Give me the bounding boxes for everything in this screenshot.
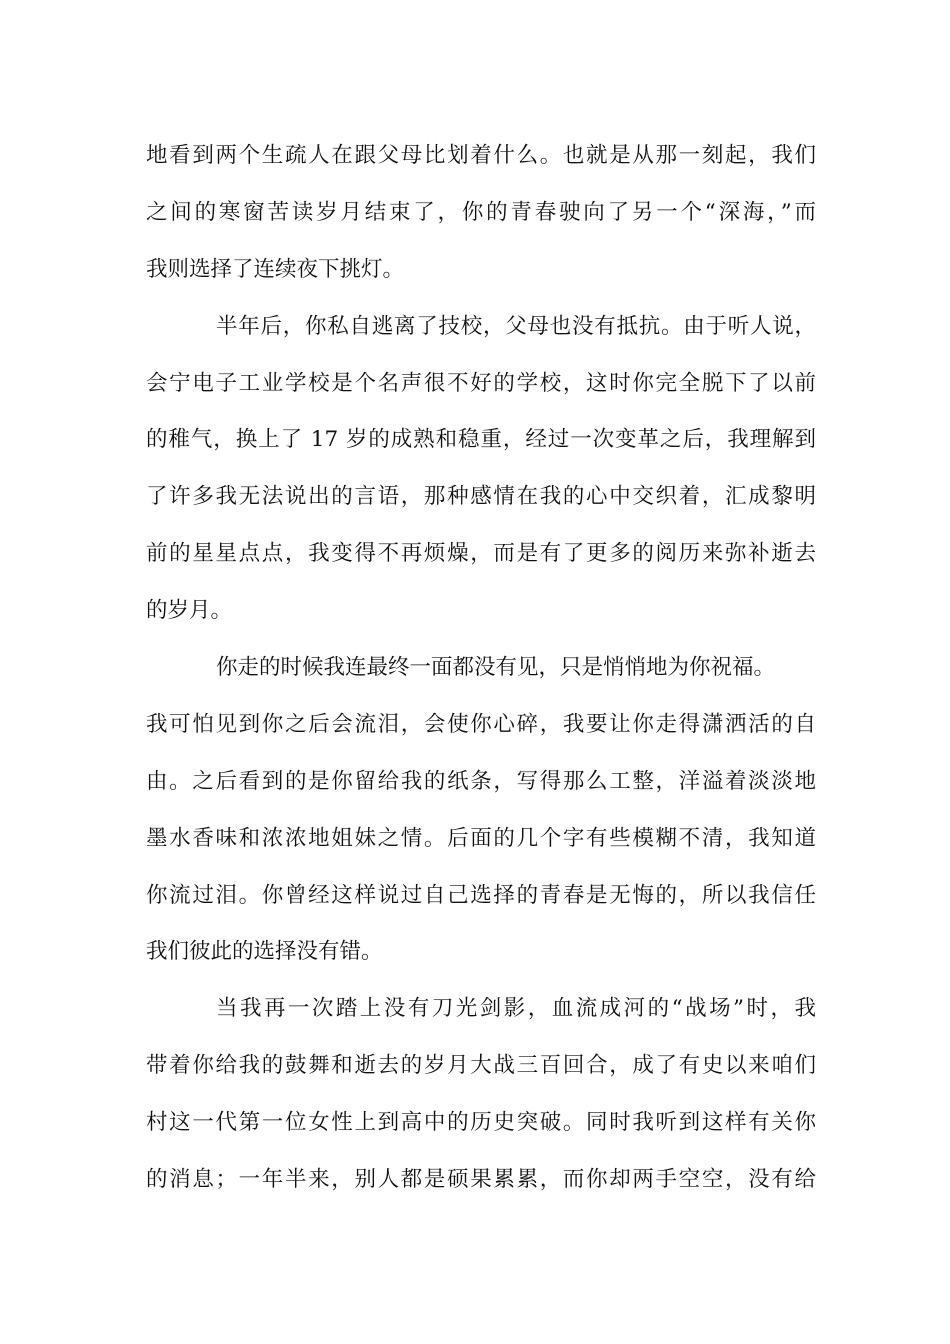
text-line: 前的星星点点，我变得不再烦燥，而是有了更多的阅历来弥补逝去 (146, 541, 816, 567)
text-line: 了许多我无法说出的言语，那种感情在我的心中交织着，汇成黎明 (146, 484, 816, 510)
text-line: 你流过泪。你曾经这样说过自己选择的青春是无悔的，所以我信任 (146, 882, 816, 908)
body-text (146, 128, 816, 1209)
text-line: 会宁电子工业学校是个名声很不好的学校，这时你完全脱下了以前 (146, 370, 816, 396)
paragraph-first-line: 你走的时候我连最终一面都没有见，只是悄悄地为你祝福。 (216, 655, 776, 681)
text-line: 的消息；一年半来，别人都是硕果累累，而你却两手空空，没有给 (146, 1167, 816, 1193)
text-line: 之间的寒窗苦读岁月结束了，你的青春驶向了另一个“深海，”而 (146, 199, 816, 225)
paragraph-first-line: 当我再一次踏上没有刀光剑影，血流成河的“战场”时，我 (216, 996, 816, 1022)
text-line: 村这一代第一位女性上到高中的历史突破。同时我听到这样有关你 (146, 1110, 816, 1136)
text-line: 地看到两个生疏人在跟父母比划着什么。也就是从那一刻起，我们 (146, 143, 816, 168)
text-line: 由。之后看到的是你留给我的纸条，写得那么工整，洋溢着淡淡地 (146, 768, 816, 794)
text-line: 的稚气，换上了 17 岁的成熟和稳重，经过一次变革之后，我理解到 (146, 427, 816, 453)
text-line: 带着你给我的鼓舞和逝去的岁月大战三百回合，成了有史以来咱们 (146, 1053, 816, 1079)
text-line: 墨水香味和浓浓地姐妹之情。后面的几个字有些模糊不清，我知道 (146, 825, 816, 851)
text-line: 我则选择了连续夜下挑灯。 (146, 256, 405, 282)
text-line: 我可怕见到你之后会流泪，会使你心碎，我要让你走得潇洒活的自 (146, 711, 816, 737)
text-line: 的岁月。 (146, 598, 233, 624)
paragraph-first-line: 半年后，你私自逃离了技校，父母也没有抵抗。由于听人说， (216, 313, 816, 339)
text-line: 我们彼此的选择没有错。 (146, 939, 383, 965)
